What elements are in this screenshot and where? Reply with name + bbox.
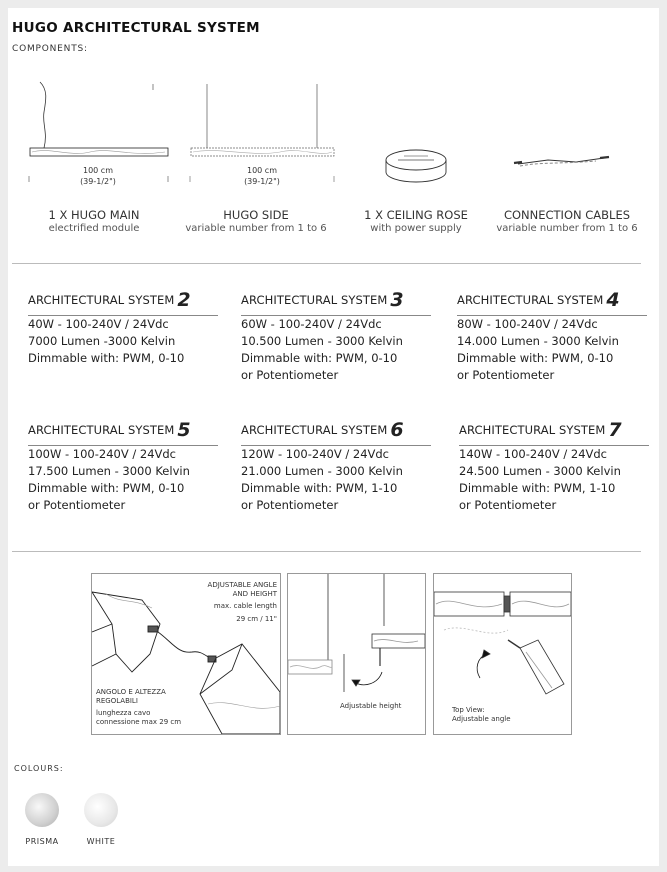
component-main-name: 1 X HUGO MAIN <box>48 208 140 222</box>
system-power: 140W - 100-240V / 24Vdc <box>459 447 608 461</box>
side-dimension <box>222 165 302 187</box>
connection-cable-icon <box>514 157 609 166</box>
system-lumen: 10.500 Lumen - 3000 Kelvin <box>241 334 403 348</box>
system-number: 3 <box>390 289 404 311</box>
system-number: 7 <box>608 419 622 441</box>
cable-italian: lunghezza cavo connessione max 29 cm <box>96 709 182 726</box>
system-power: 80W - 100-240V / 24Vdc <box>457 317 598 331</box>
component-main <box>9 208 179 234</box>
system-3 <box>241 289 431 384</box>
system-lumen: 7000 Lumen -3000 Kelvin <box>28 334 176 348</box>
component-rose-name: 1 X CEILING ROSE <box>364 208 468 222</box>
system-number: 2 <box>177 289 191 311</box>
main-dim-inch: (39-1/2") <box>80 177 116 186</box>
component-cables <box>482 208 652 234</box>
adjustable-height-label: Adjustable height <box>340 702 402 710</box>
system-lumen: 14.000 Lumen - 3000 Kelvin <box>457 334 619 348</box>
main-dimension <box>58 165 138 187</box>
system-heading: ARCHITECTURAL SYSTEM 4 <box>457 289 647 316</box>
system-heading: ARCHITECTURAL SYSTEM 3 <box>241 289 431 316</box>
system-lumen: 17.500 Lumen - 3000 Kelvin <box>28 464 190 478</box>
ceiling-rose-icon <box>386 150 446 182</box>
system-heading: ARCHITECTURAL SYSTEM 5 <box>28 419 218 446</box>
system-dimming: Dimmable with: PWM, 0-10 <box>241 351 398 365</box>
system-7 <box>459 419 649 514</box>
system-6 <box>241 419 431 514</box>
components-heading: COMPONENTS: <box>12 44 88 54</box>
system-dimming-extra: or Potentiometer <box>241 498 339 512</box>
system-lumen: 21.000 Lumen - 3000 Kelvin <box>241 464 403 478</box>
system-heading: ARCHITECTURAL SYSTEM 7 <box>459 419 649 446</box>
colour-label-white: WHITE <box>86 837 116 846</box>
component-ceiling-rose <box>331 208 501 234</box>
system-5 <box>28 419 218 514</box>
component-cables-name: CONNECTION CABLES <box>503 208 631 222</box>
angle-diagram <box>91 573 281 735</box>
system-lumen: 24.500 Lumen - 3000 Kelvin <box>459 464 621 478</box>
cable-length-value: 29 cm / 11" <box>236 615 277 623</box>
side-dim-cm: 100 cm <box>246 166 277 175</box>
system-power: 40W - 100-240V / 24Vdc <box>28 317 169 331</box>
component-side-desc: variable number from 1 to 6 <box>185 223 327 234</box>
system-dimming-extra: or Potentiometer <box>28 498 126 512</box>
system-power: 60W - 100-240V / 24Vdc <box>241 317 382 331</box>
system-dimming: Dimmable with: PWM, 0-10 <box>457 351 614 365</box>
main-dim-cm: 100 cm <box>82 166 113 175</box>
system-dimming-extra: or Potentiometer <box>457 368 555 382</box>
angle-title: ADJUSTABLE ANGLE AND HEIGHT <box>207 581 277 598</box>
colour-swatch-white <box>84 793 118 827</box>
system-dimming: Dimmable with: PWM, 0-10 <box>28 351 185 365</box>
cable-length-label: max. cable length <box>213 602 277 610</box>
system-heading: ARCHITECTURAL SYSTEM 6 <box>241 419 431 446</box>
top-view-label: Top View: <box>452 706 485 714</box>
divider <box>12 551 641 552</box>
system-dimming: Dimmable with: PWM, 0-10 <box>28 481 185 495</box>
system-dimming: Dimmable with: PWM, 1-10 <box>459 481 616 495</box>
component-side-name: HUGO SIDE <box>223 208 289 222</box>
system-number: 4 <box>606 289 620 311</box>
system-dimming-extra: or Potentiometer <box>241 368 339 382</box>
system-power: 120W - 100-240V / 24Vdc <box>241 447 390 461</box>
system-2 <box>28 289 218 367</box>
top-view-diagram <box>433 573 572 735</box>
system-4 <box>457 289 647 384</box>
side-dim-inch: (39-1/2") <box>244 177 280 186</box>
system-number: 6 <box>390 419 404 441</box>
colour-swatch-prisma <box>25 793 59 827</box>
system-number: 5 <box>177 419 191 441</box>
system-power: 100W - 100-240V / 24Vdc <box>28 447 177 461</box>
component-rose-desc: with power supply <box>370 223 462 234</box>
divider <box>12 263 641 264</box>
height-diagram <box>287 573 426 735</box>
colour-label-prisma: PRISMA <box>25 837 59 846</box>
adjustable-angle-label: Adjustable angle <box>452 715 511 723</box>
angle-italian: ANGOLO E ALTEZZA REGOLABILI <box>96 688 166 705</box>
colours-heading: COLOURS: <box>14 764 64 773</box>
system-heading: ARCHITECTURAL SYSTEM 2 <box>28 289 218 316</box>
page-title: HUGO ARCHITECTURAL SYSTEM <box>12 20 260 36</box>
component-main-desc: electrified module <box>48 223 140 234</box>
system-dimming-extra: or Potentiometer <box>459 498 557 512</box>
system-dimming: Dimmable with: PWM, 1-10 <box>241 481 398 495</box>
component-side <box>171 208 341 234</box>
component-cables-desc: variable number from 1 to 6 <box>496 223 638 234</box>
